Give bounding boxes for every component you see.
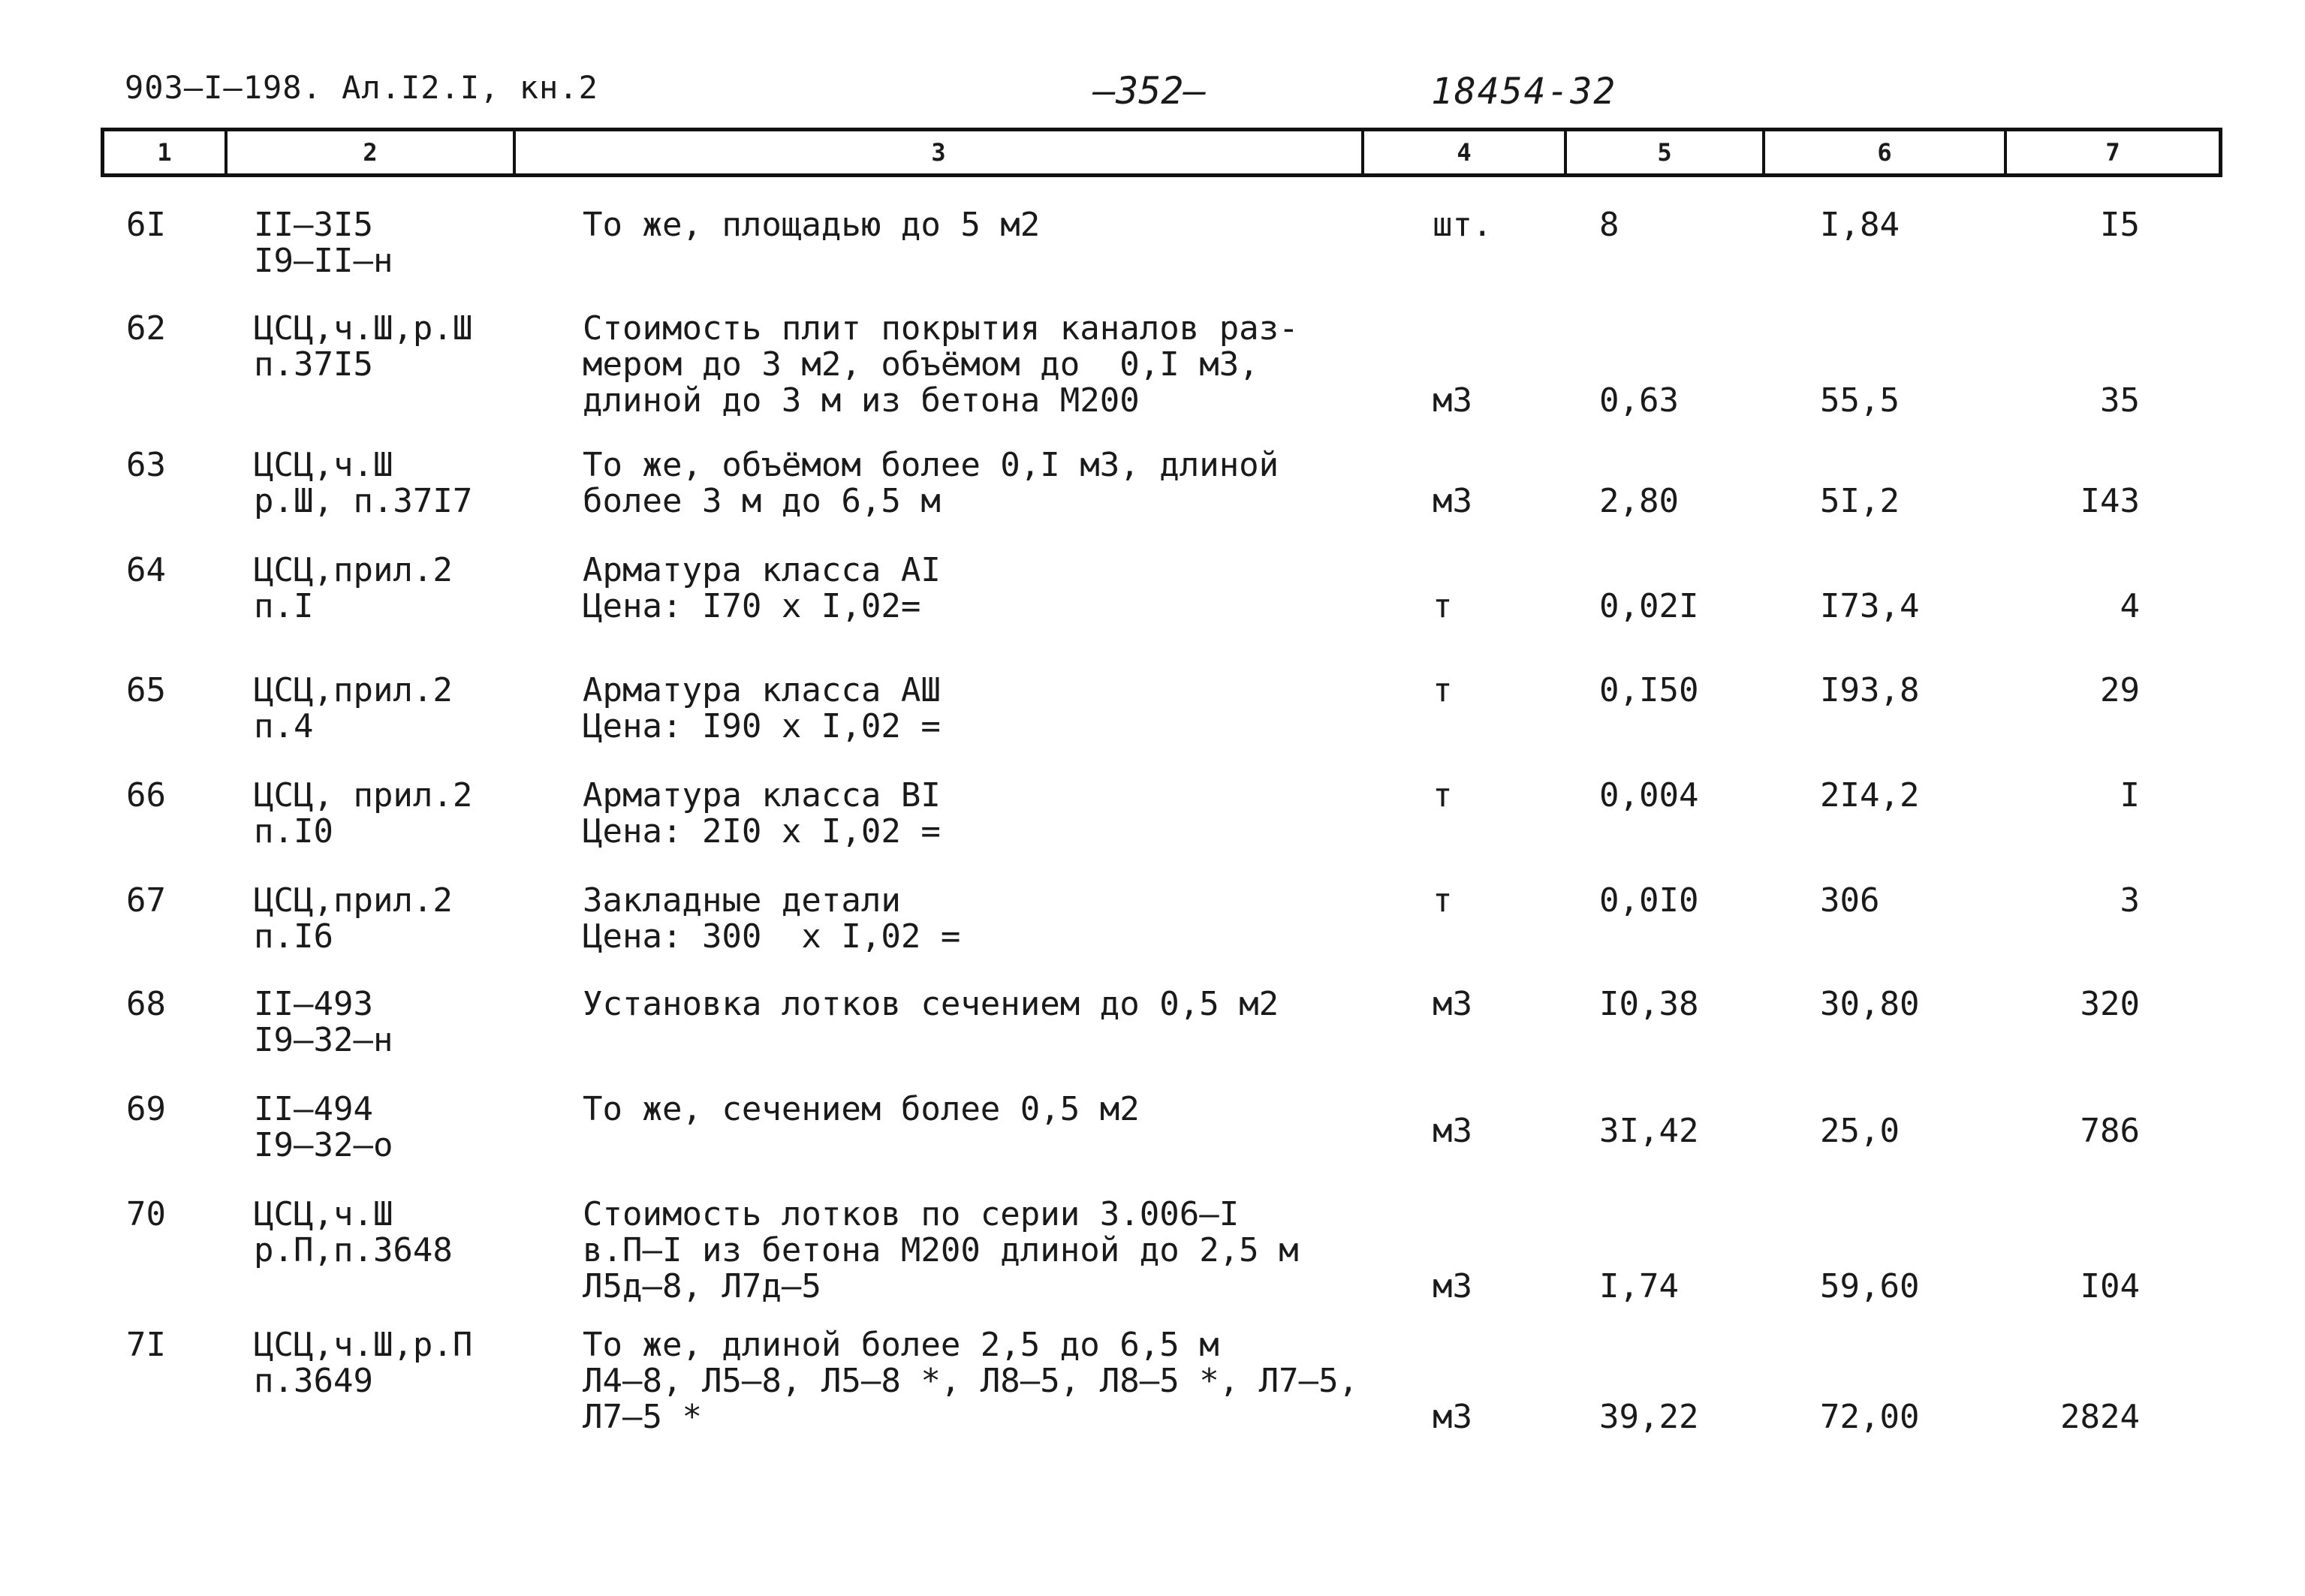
row-total-cost: 35 — [2100, 381, 2140, 420]
description-line: Цена: 300 х I,02 = — [583, 917, 961, 956]
document-code: 903–I–198. Ал.I2.I, кн.2 — [125, 69, 598, 106]
description-line: То же, длиной более 2,5 до 6,5 м — [583, 1326, 1219, 1364]
row-quantity: 39,22 — [1599, 1398, 1699, 1436]
description-line: Установка лотков сечением до 0,5 м2 — [583, 985, 1279, 1023]
row-quantity: I,74 — [1599, 1267, 1679, 1305]
column-header-2: 2 — [227, 131, 516, 173]
row-quantity: 0,0I0 — [1599, 881, 1699, 920]
reference-code-line: I9–II–н — [254, 242, 393, 280]
row-number: 65 — [126, 671, 166, 709]
reference-code-line: ЦСЦ,прил.2 — [254, 881, 453, 920]
page-number: —352— — [1093, 69, 1207, 113]
description-line: длиной до 3 м из бетона М200 — [583, 381, 1140, 420]
row-total-cost: 2824 — [2060, 1398, 2140, 1436]
row-description — [583, 778, 941, 850]
row-reference-code — [254, 1092, 393, 1164]
reference-code-line: II–494 — [254, 1090, 373, 1128]
description-line: Л4–8, Л5–8, Л5–8 *, Л8–5, Л8–5 *, Л7–5, — [583, 1362, 1359, 1400]
row-unit-price: I,84 — [1820, 206, 1900, 244]
row-unit: т — [1433, 881, 1453, 920]
reference-code-line: ЦСЦ,прил.2 — [254, 551, 453, 589]
row-number: 7I — [126, 1326, 166, 1364]
row-unit: м3 — [1433, 1398, 1472, 1436]
row-unit: м3 — [1433, 1112, 1472, 1150]
reference-code-line: п.I — [254, 587, 314, 625]
reference-code-line: ЦСЦ,ч.Ш — [254, 446, 393, 484]
column-header-3: 3 — [516, 131, 1364, 173]
reference-code-line: р.П,п.3648 — [254, 1231, 453, 1269]
description-line: мером до 3 м2, объёмом до 0,I м3, — [583, 345, 1259, 384]
row-reference-code — [254, 1327, 472, 1399]
row-description — [583, 553, 941, 625]
column-header-7: 7 — [2105, 138, 2120, 167]
row-unit-price: 306 — [1820, 881, 1880, 920]
reference-code-line: I9–32–о — [254, 1126, 393, 1164]
description-line: Арматура класса ВI — [583, 776, 941, 815]
row-number: 69 — [126, 1090, 166, 1128]
archive-number: 18454-32 — [1431, 71, 1617, 113]
row-total-cost: 29 — [2100, 671, 2140, 709]
row-number: 67 — [126, 881, 166, 920]
description-line: Арматура класса АI — [583, 551, 941, 589]
row-reference-code — [254, 447, 472, 519]
description-line: То же, сечением более 0,5 м2 — [583, 1090, 1140, 1128]
reference-code-line: II–3I5 — [254, 206, 373, 244]
column-header-4: 4 — [1364, 131, 1567, 173]
row-reference-code — [254, 1197, 453, 1269]
reference-code-line: п.37I5 — [254, 345, 373, 384]
row-number: 70 — [126, 1195, 166, 1233]
row-quantity: 8 — [1599, 206, 1620, 244]
row-total-cost: I5 — [2100, 206, 2140, 244]
row-number: 68 — [126, 985, 166, 1023]
row-total-cost: 786 — [2080, 1112, 2140, 1150]
reference-code-line: ЦСЦ,прил.2 — [254, 671, 453, 709]
row-unit: м3 — [1433, 985, 1472, 1023]
row-unit: м3 — [1433, 482, 1472, 520]
row-description — [583, 986, 1279, 1022]
description-line: Л5д–8, Л7д–5 — [583, 1267, 821, 1305]
row-quantity: 0,I50 — [1599, 671, 1699, 709]
row-reference-code — [254, 207, 393, 279]
row-quantity: 0,004 — [1599, 776, 1699, 815]
row-total-cost: I — [2120, 776, 2140, 815]
reference-code-line: II–493 — [254, 985, 373, 1023]
row-description — [583, 207, 1040, 243]
description-line: Цена: I90 х I,02 = — [583, 707, 941, 745]
row-unit: т — [1433, 671, 1453, 709]
row-unit-price: 55,5 — [1820, 381, 1900, 420]
description-line: Стоимость плит покрытия каналов раз- — [583, 309, 1299, 348]
column-header-1: 1 — [104, 131, 227, 173]
row-quantity: 0,63 — [1599, 381, 1679, 420]
row-total-cost: I04 — [2080, 1267, 2140, 1305]
row-description — [583, 1327, 1358, 1435]
row-description — [583, 883, 960, 955]
row-unit: м3 — [1433, 1267, 1472, 1305]
row-unit-price: 25,0 — [1820, 1112, 1900, 1150]
row-total-cost: 320 — [2080, 985, 2140, 1023]
column-header-6: 6 — [1765, 131, 2007, 173]
reference-code-line: п.I6 — [254, 917, 333, 956]
row-quantity: 3I,42 — [1599, 1112, 1699, 1150]
row-description — [583, 1092, 1140, 1128]
row-description — [583, 311, 1299, 419]
row-reference-code — [254, 673, 453, 745]
row-unit-price: I73,4 — [1820, 587, 1920, 625]
description-line: Цена: I70 х I,02= — [583, 587, 921, 625]
row-unit-price: 2I4,2 — [1820, 776, 1920, 815]
description-line: Арматура класса АШ — [583, 671, 941, 709]
row-unit: шт. — [1433, 206, 1493, 244]
row-number: 64 — [126, 551, 166, 589]
row-total-cost: 4 — [2120, 587, 2140, 625]
reference-code-line: п.4 — [254, 707, 314, 745]
row-number: 66 — [126, 776, 166, 815]
row-number: 6I — [126, 206, 166, 244]
row-unit-price: 30,80 — [1820, 985, 1920, 1023]
row-unit-price: 59,60 — [1820, 1267, 1920, 1305]
reference-code-line: ЦСЦ,ч.Ш,р.Ш — [254, 309, 473, 348]
row-reference-code — [254, 553, 453, 625]
row-total-cost: I43 — [2080, 482, 2140, 520]
description-line: То же, объёмом более 0,I м3, длиной — [583, 446, 1279, 484]
row-reference-code — [254, 311, 472, 383]
row-quantity: 2,80 — [1599, 482, 1679, 520]
row-unit: т — [1433, 587, 1453, 625]
reference-code-line: п.I0 — [254, 812, 333, 851]
row-quantity: 0,02I — [1599, 587, 1699, 625]
row-reference-code — [254, 778, 472, 850]
reference-code-line: п.3649 — [254, 1362, 373, 1400]
description-line: Стоимость лотков по серии 3.006–I — [583, 1195, 1240, 1233]
row-unit-price: 5I,2 — [1820, 482, 1900, 520]
reference-code-line: ЦСЦ,ч.Ш,р.П — [254, 1326, 473, 1364]
row-total-cost: 3 — [2120, 881, 2140, 920]
row-unit: м3 — [1433, 381, 1472, 420]
description-line: Закладные детали — [583, 881, 901, 920]
row-number: 62 — [126, 309, 166, 348]
row-reference-code — [254, 883, 453, 955]
description-line: Цена: 2I0 х I,02 = — [583, 812, 941, 851]
row-description — [583, 673, 941, 745]
row-unit-price: 72,00 — [1820, 1398, 1920, 1436]
reference-code-line: I9–32–н — [254, 1021, 393, 1059]
reference-code-line: ЦСЦ, прил.2 — [254, 776, 473, 815]
description-line: более 3 м до 6,5 м — [583, 482, 941, 520]
row-number: 63 — [126, 446, 166, 484]
row-unit-price: I93,8 — [1820, 671, 1920, 709]
column-header-5: 5 — [1567, 131, 1765, 173]
description-line: в.П–I из бетона М200 длиной до 2,5 м — [583, 1231, 1299, 1269]
description-line: То же, площадью до 5 м2 — [583, 206, 1041, 244]
row-description — [583, 1197, 1299, 1305]
reference-code-line: р.Ш, п.37I7 — [254, 482, 473, 520]
row-quantity: I0,38 — [1599, 985, 1699, 1023]
reference-code-line: ЦСЦ,ч.Ш — [254, 1195, 393, 1233]
description-line: Л7–5 * — [583, 1398, 702, 1436]
row-description — [583, 447, 1279, 519]
row-reference-code — [254, 986, 393, 1058]
row-unit: т — [1433, 776, 1453, 815]
